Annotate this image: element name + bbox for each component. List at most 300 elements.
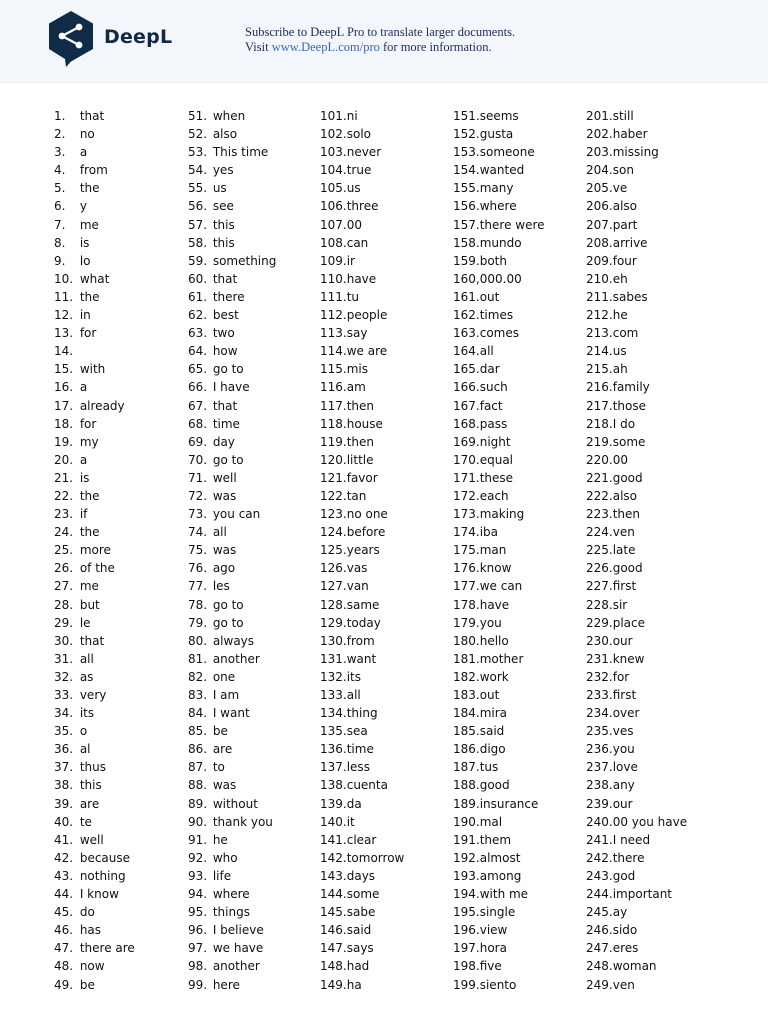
item-number: 180. xyxy=(453,633,480,648)
item-word: with xyxy=(79,362,106,377)
promo-line-2 xyxy=(245,40,515,55)
item-number: 120. xyxy=(320,452,347,467)
item-number: 45. xyxy=(54,905,74,920)
item-number: 142. xyxy=(320,850,347,865)
word-list-item xyxy=(320,740,404,758)
item-word: ah xyxy=(612,362,628,377)
item-word: good xyxy=(612,470,643,485)
item-number: 14. xyxy=(54,344,74,359)
item-number: 103. xyxy=(320,145,347,160)
item-word: any xyxy=(612,778,635,793)
item-word: dar xyxy=(479,362,500,377)
item-number: 183. xyxy=(453,688,480,702)
word-list-item xyxy=(188,125,276,143)
item-word: tomorrow xyxy=(346,850,405,865)
item-number: 153. xyxy=(453,145,480,160)
item-word: da xyxy=(346,796,362,811)
item-word: almost xyxy=(479,850,521,865)
item-number: 97. xyxy=(188,941,208,956)
item-word: also xyxy=(612,199,637,214)
item-word: those xyxy=(612,398,647,413)
item-number: 24. xyxy=(54,525,74,540)
word-list-item xyxy=(586,867,687,885)
item-number: 197. xyxy=(453,941,480,956)
item-word: thing xyxy=(346,706,378,721)
item-word: mal xyxy=(479,814,503,829)
item-word: some xyxy=(612,434,646,449)
item-word: be xyxy=(212,724,228,739)
word-list-item xyxy=(188,234,276,252)
word-list-item xyxy=(453,650,545,668)
word-list-item xyxy=(54,776,135,794)
item-word: hora xyxy=(479,941,507,956)
item-number: 135. xyxy=(320,724,347,739)
word-list-item xyxy=(586,161,687,179)
item-number: 227. xyxy=(586,579,613,594)
word-list-item xyxy=(188,632,276,650)
item-number: 191. xyxy=(453,832,480,847)
word-list-item xyxy=(453,433,545,451)
item-word: well xyxy=(212,470,237,485)
word-list-item xyxy=(586,885,687,903)
item-number: 134. xyxy=(320,706,347,721)
item-word: ir xyxy=(346,253,355,268)
item-number: 30. xyxy=(54,633,74,648)
word-list-item xyxy=(586,577,687,595)
word-list-item xyxy=(188,288,276,306)
word-list-item xyxy=(320,813,404,831)
item-number: 9. xyxy=(54,253,66,268)
item-word: ni xyxy=(346,109,358,123)
item-number: 239. xyxy=(586,796,613,811)
word-list-item xyxy=(586,216,687,234)
item-number: 201. xyxy=(586,109,613,123)
word-list-item xyxy=(320,722,404,740)
item-word: this xyxy=(212,235,235,250)
item-word: was xyxy=(212,778,237,793)
word-list-item xyxy=(453,849,545,867)
word-list-item xyxy=(586,903,687,921)
item-number: 13. xyxy=(54,326,74,341)
word-list-item xyxy=(188,342,276,360)
item-word: mundo xyxy=(479,235,522,250)
word-list-item xyxy=(453,614,545,632)
item-word: cuenta xyxy=(346,778,388,793)
word-list-item xyxy=(453,252,545,270)
word-list-item xyxy=(54,885,135,903)
word-list-item xyxy=(586,704,687,722)
item-word: 00 xyxy=(346,217,362,232)
item-number: 208. xyxy=(586,235,613,250)
item-word: them xyxy=(479,832,512,847)
item-word: tus xyxy=(479,760,499,775)
item-number: 143. xyxy=(320,868,347,883)
item-number: 155. xyxy=(453,181,480,196)
item-word: first xyxy=(612,579,637,594)
item-number: 213. xyxy=(586,326,613,341)
word-list-item xyxy=(453,487,545,505)
item-word: te xyxy=(79,814,92,829)
item-word: there were xyxy=(479,217,545,232)
word-list-item xyxy=(54,523,135,541)
item-word: days xyxy=(346,868,376,883)
item-number: 175. xyxy=(453,543,480,558)
item-word: we have xyxy=(212,941,264,956)
word-list-item xyxy=(188,252,276,270)
item-word: 00 xyxy=(506,271,522,286)
word-list-item xyxy=(586,776,687,794)
word-list-item xyxy=(54,324,135,342)
item-number: 205. xyxy=(586,181,613,196)
word-list-item xyxy=(586,740,687,758)
word-list-item xyxy=(188,523,276,541)
item-word: my xyxy=(79,434,99,449)
item-number: 167. xyxy=(453,398,480,413)
item-word: ago xyxy=(212,561,236,576)
item-word: ve xyxy=(612,181,628,196)
item-number: 72. xyxy=(188,488,208,503)
word-list-item xyxy=(54,921,135,939)
word-column-3 xyxy=(320,107,404,994)
item-number: 107. xyxy=(320,217,347,232)
item-number: 106. xyxy=(320,199,347,214)
item-number: 20. xyxy=(54,452,74,467)
word-list-item xyxy=(188,324,276,342)
word-list-item xyxy=(453,523,545,541)
item-word: these xyxy=(479,470,514,485)
item-number: 35. xyxy=(54,724,74,739)
word-list-item xyxy=(320,939,404,957)
word-list-item xyxy=(188,776,276,794)
word-list-item xyxy=(54,179,135,197)
item-word: over xyxy=(612,706,640,721)
item-word: thus xyxy=(79,760,106,775)
item-number: 17. xyxy=(54,398,74,413)
item-number: 67. xyxy=(188,398,208,413)
item-word: a xyxy=(79,452,88,467)
word-list-item xyxy=(320,234,404,252)
item-number: 28. xyxy=(54,597,74,612)
word-column-5 xyxy=(586,107,687,994)
item-number: 36. xyxy=(54,742,74,757)
item-word: o xyxy=(79,724,88,739)
item-word: time xyxy=(346,742,374,757)
word-list-item xyxy=(320,596,404,614)
item-word: we are xyxy=(346,344,388,359)
item-word: had xyxy=(346,959,370,974)
item-word: gusta xyxy=(479,127,514,142)
item-word: is xyxy=(79,470,90,485)
word-list-item xyxy=(188,921,276,939)
item-number: 52. xyxy=(188,127,208,142)
item-number: 77. xyxy=(188,579,208,594)
item-word: you xyxy=(479,615,502,630)
item-number: 232. xyxy=(586,669,613,684)
word-list-item xyxy=(586,650,687,668)
item-number: 112. xyxy=(320,308,347,323)
word-list-item xyxy=(586,107,687,125)
item-word: people xyxy=(346,308,388,323)
item-number: 8. xyxy=(54,235,66,250)
word-list-item xyxy=(320,614,404,632)
item-number: 228. xyxy=(586,597,613,612)
item-number: 215. xyxy=(586,362,613,377)
item-number: 212. xyxy=(586,308,613,323)
item-number: 144. xyxy=(320,887,347,902)
word-list-item xyxy=(586,686,687,704)
promo-visit: Visit xyxy=(245,40,272,54)
word-list-item xyxy=(188,487,276,505)
word-list-item xyxy=(453,722,545,740)
word-list-item xyxy=(453,686,545,704)
item-number: 32. xyxy=(54,669,74,684)
item-number: 80. xyxy=(188,633,208,648)
item-number: 226. xyxy=(586,561,613,576)
item-number: 129. xyxy=(320,615,347,630)
item-word: of the xyxy=(79,561,115,576)
item-number: 209. xyxy=(586,253,613,268)
item-number: 74. xyxy=(188,525,208,540)
item-word: a xyxy=(79,380,88,395)
item-number: 184. xyxy=(453,706,480,721)
item-number: 46. xyxy=(54,923,74,938)
item-number: 86. xyxy=(188,742,208,757)
item-number: 149. xyxy=(320,977,347,992)
item-number: 171. xyxy=(453,470,480,485)
item-word: that xyxy=(79,109,105,123)
item-number: 119. xyxy=(320,434,347,449)
word-list-item xyxy=(320,360,404,378)
item-word: work xyxy=(479,669,509,684)
word-list-item xyxy=(453,577,545,595)
item-word: is xyxy=(79,235,90,250)
word-list-item xyxy=(320,469,404,487)
word-list-item xyxy=(188,270,276,288)
item-number: 222. xyxy=(586,488,613,503)
item-number: 192. xyxy=(453,850,480,865)
item-number: 98. xyxy=(188,959,208,974)
item-number: 248. xyxy=(586,959,613,974)
word-list-item xyxy=(188,903,276,921)
item-number: 223. xyxy=(586,507,613,522)
word-list-item xyxy=(320,957,404,975)
word-list-item xyxy=(54,831,135,849)
item-number: 76. xyxy=(188,561,208,576)
word-list-item xyxy=(320,758,404,776)
item-number: 68. xyxy=(188,416,208,431)
word-list-item xyxy=(320,451,404,469)
word-list-item xyxy=(586,813,687,831)
word-list-item xyxy=(586,270,687,288)
word-list-item xyxy=(453,397,545,415)
item-number: 237. xyxy=(586,760,613,775)
item-number: 161. xyxy=(453,289,480,304)
item-word: we can xyxy=(479,579,523,594)
item-word: am xyxy=(346,380,366,395)
promo-link[interactable]: www.DeepL.com/pro xyxy=(271,40,380,54)
item-word: go to xyxy=(212,597,244,612)
word-list-item xyxy=(54,614,135,632)
item-word: want xyxy=(346,651,377,666)
item-word: same xyxy=(346,597,380,612)
item-number: 242. xyxy=(586,850,613,865)
item-word: you can xyxy=(212,507,261,522)
word-list-item xyxy=(320,867,404,885)
item-word: les xyxy=(212,579,230,594)
word-list-item xyxy=(54,722,135,740)
word-list-item xyxy=(54,704,135,722)
item-word: I am xyxy=(212,688,240,702)
item-number: 198. xyxy=(453,959,480,974)
item-word: good xyxy=(612,561,643,576)
item-word: another xyxy=(212,959,260,974)
item-number: 140. xyxy=(320,814,347,829)
item-number: 10. xyxy=(54,271,74,286)
item-word: many xyxy=(479,181,514,196)
item-word: another xyxy=(212,651,260,666)
item-word: woman xyxy=(612,959,657,974)
word-list-item xyxy=(54,397,135,415)
word-list-item xyxy=(586,125,687,143)
word-list-item xyxy=(586,342,687,360)
word-list-item xyxy=(320,632,404,650)
item-word: insurance xyxy=(479,796,539,811)
item-number: 49. xyxy=(54,977,74,992)
item-word: day xyxy=(212,434,235,449)
item-number: 114. xyxy=(320,344,347,359)
item-word: mira xyxy=(479,706,508,721)
word-list-item xyxy=(188,378,276,396)
word-list-item xyxy=(453,813,545,831)
item-number: 217. xyxy=(586,398,613,413)
word-list-item xyxy=(453,469,545,487)
item-number: 196. xyxy=(453,923,480,938)
item-number: 159. xyxy=(453,253,480,268)
item-number: 26. xyxy=(54,561,74,576)
word-list-item xyxy=(54,976,135,994)
word-list-item xyxy=(188,505,276,523)
item-word: are xyxy=(212,742,233,757)
item-word: it xyxy=(346,814,355,829)
item-word: both xyxy=(479,253,507,268)
item-number: 59. xyxy=(188,253,208,268)
item-number: 186. xyxy=(453,742,480,757)
word-list-item xyxy=(453,161,545,179)
word-list-item xyxy=(586,849,687,867)
item-number: 104. xyxy=(320,163,347,178)
item-word: because xyxy=(79,850,131,865)
item-number: 48. xyxy=(54,959,74,974)
word-list-item xyxy=(188,161,276,179)
word-list-item xyxy=(188,740,276,758)
item-word: view xyxy=(479,923,508,938)
word-list-item xyxy=(453,632,545,650)
word-list-item xyxy=(453,867,545,885)
word-list-item xyxy=(320,831,404,849)
item-number: 243. xyxy=(586,868,613,883)
word-list-item xyxy=(586,559,687,577)
word-list-item xyxy=(54,487,135,505)
item-word: tan xyxy=(346,488,367,503)
item-word: fact xyxy=(479,398,503,413)
item-word: single xyxy=(479,905,516,920)
word-list-item xyxy=(54,668,135,686)
item-number: 19. xyxy=(54,434,74,449)
word-list-item xyxy=(320,668,404,686)
item-number: 2. xyxy=(54,127,66,142)
item-word: pass xyxy=(479,416,508,431)
word-list-item xyxy=(320,487,404,505)
item-word: something xyxy=(212,253,277,268)
item-word: sido xyxy=(612,923,638,938)
item-word: haber xyxy=(612,127,648,142)
word-list-item xyxy=(320,197,404,215)
item-number: 116. xyxy=(320,380,347,395)
item-word: as xyxy=(79,669,94,684)
item-number: 221. xyxy=(586,470,613,485)
item-number: 169. xyxy=(453,434,480,449)
item-number: 56. xyxy=(188,199,208,214)
word-list-item xyxy=(188,758,276,776)
word-list-item xyxy=(453,559,545,577)
item-word: he xyxy=(612,308,628,323)
word-list-item xyxy=(453,831,545,849)
word-list-item xyxy=(453,306,545,324)
word-list-item xyxy=(453,342,545,360)
item-word: eres xyxy=(612,941,639,956)
word-list-item xyxy=(453,378,545,396)
item-number: 78. xyxy=(188,597,208,612)
item-word: the xyxy=(79,181,100,196)
word-list-item xyxy=(54,288,135,306)
word-list-item xyxy=(320,577,404,595)
word-list-item xyxy=(586,415,687,433)
item-number: 81. xyxy=(188,651,208,666)
item-number: 34. xyxy=(54,706,74,721)
item-number: 236. xyxy=(586,742,613,757)
item-number: 113. xyxy=(320,326,347,341)
item-number: 157. xyxy=(453,217,480,232)
word-list-item xyxy=(320,288,404,306)
item-number: 187. xyxy=(453,760,480,775)
word-list-item xyxy=(188,939,276,957)
word-list-item xyxy=(586,324,687,342)
item-number: 203. xyxy=(586,145,613,160)
item-number: 188. xyxy=(453,778,480,793)
item-word: have xyxy=(346,271,377,286)
word-list-item xyxy=(320,378,404,396)
word-list-item xyxy=(54,161,135,179)
word-list-item xyxy=(586,234,687,252)
word-list-item xyxy=(54,252,135,270)
word-list-item xyxy=(188,216,276,234)
item-word: y xyxy=(79,199,87,214)
item-word: to xyxy=(212,760,225,775)
item-number: 247. xyxy=(586,941,613,956)
item-word: iba xyxy=(479,525,499,540)
item-number: 246. xyxy=(586,923,613,938)
item-word: where xyxy=(479,199,517,214)
item-word: what xyxy=(79,271,110,286)
word-list-item xyxy=(188,957,276,975)
word-list-item xyxy=(586,306,687,324)
item-word: knew xyxy=(612,651,645,666)
item-number: 234. xyxy=(586,706,613,721)
item-word: before xyxy=(346,525,386,540)
word-list-item xyxy=(586,179,687,197)
item-word: less xyxy=(346,760,370,775)
item-word: never xyxy=(346,145,382,160)
